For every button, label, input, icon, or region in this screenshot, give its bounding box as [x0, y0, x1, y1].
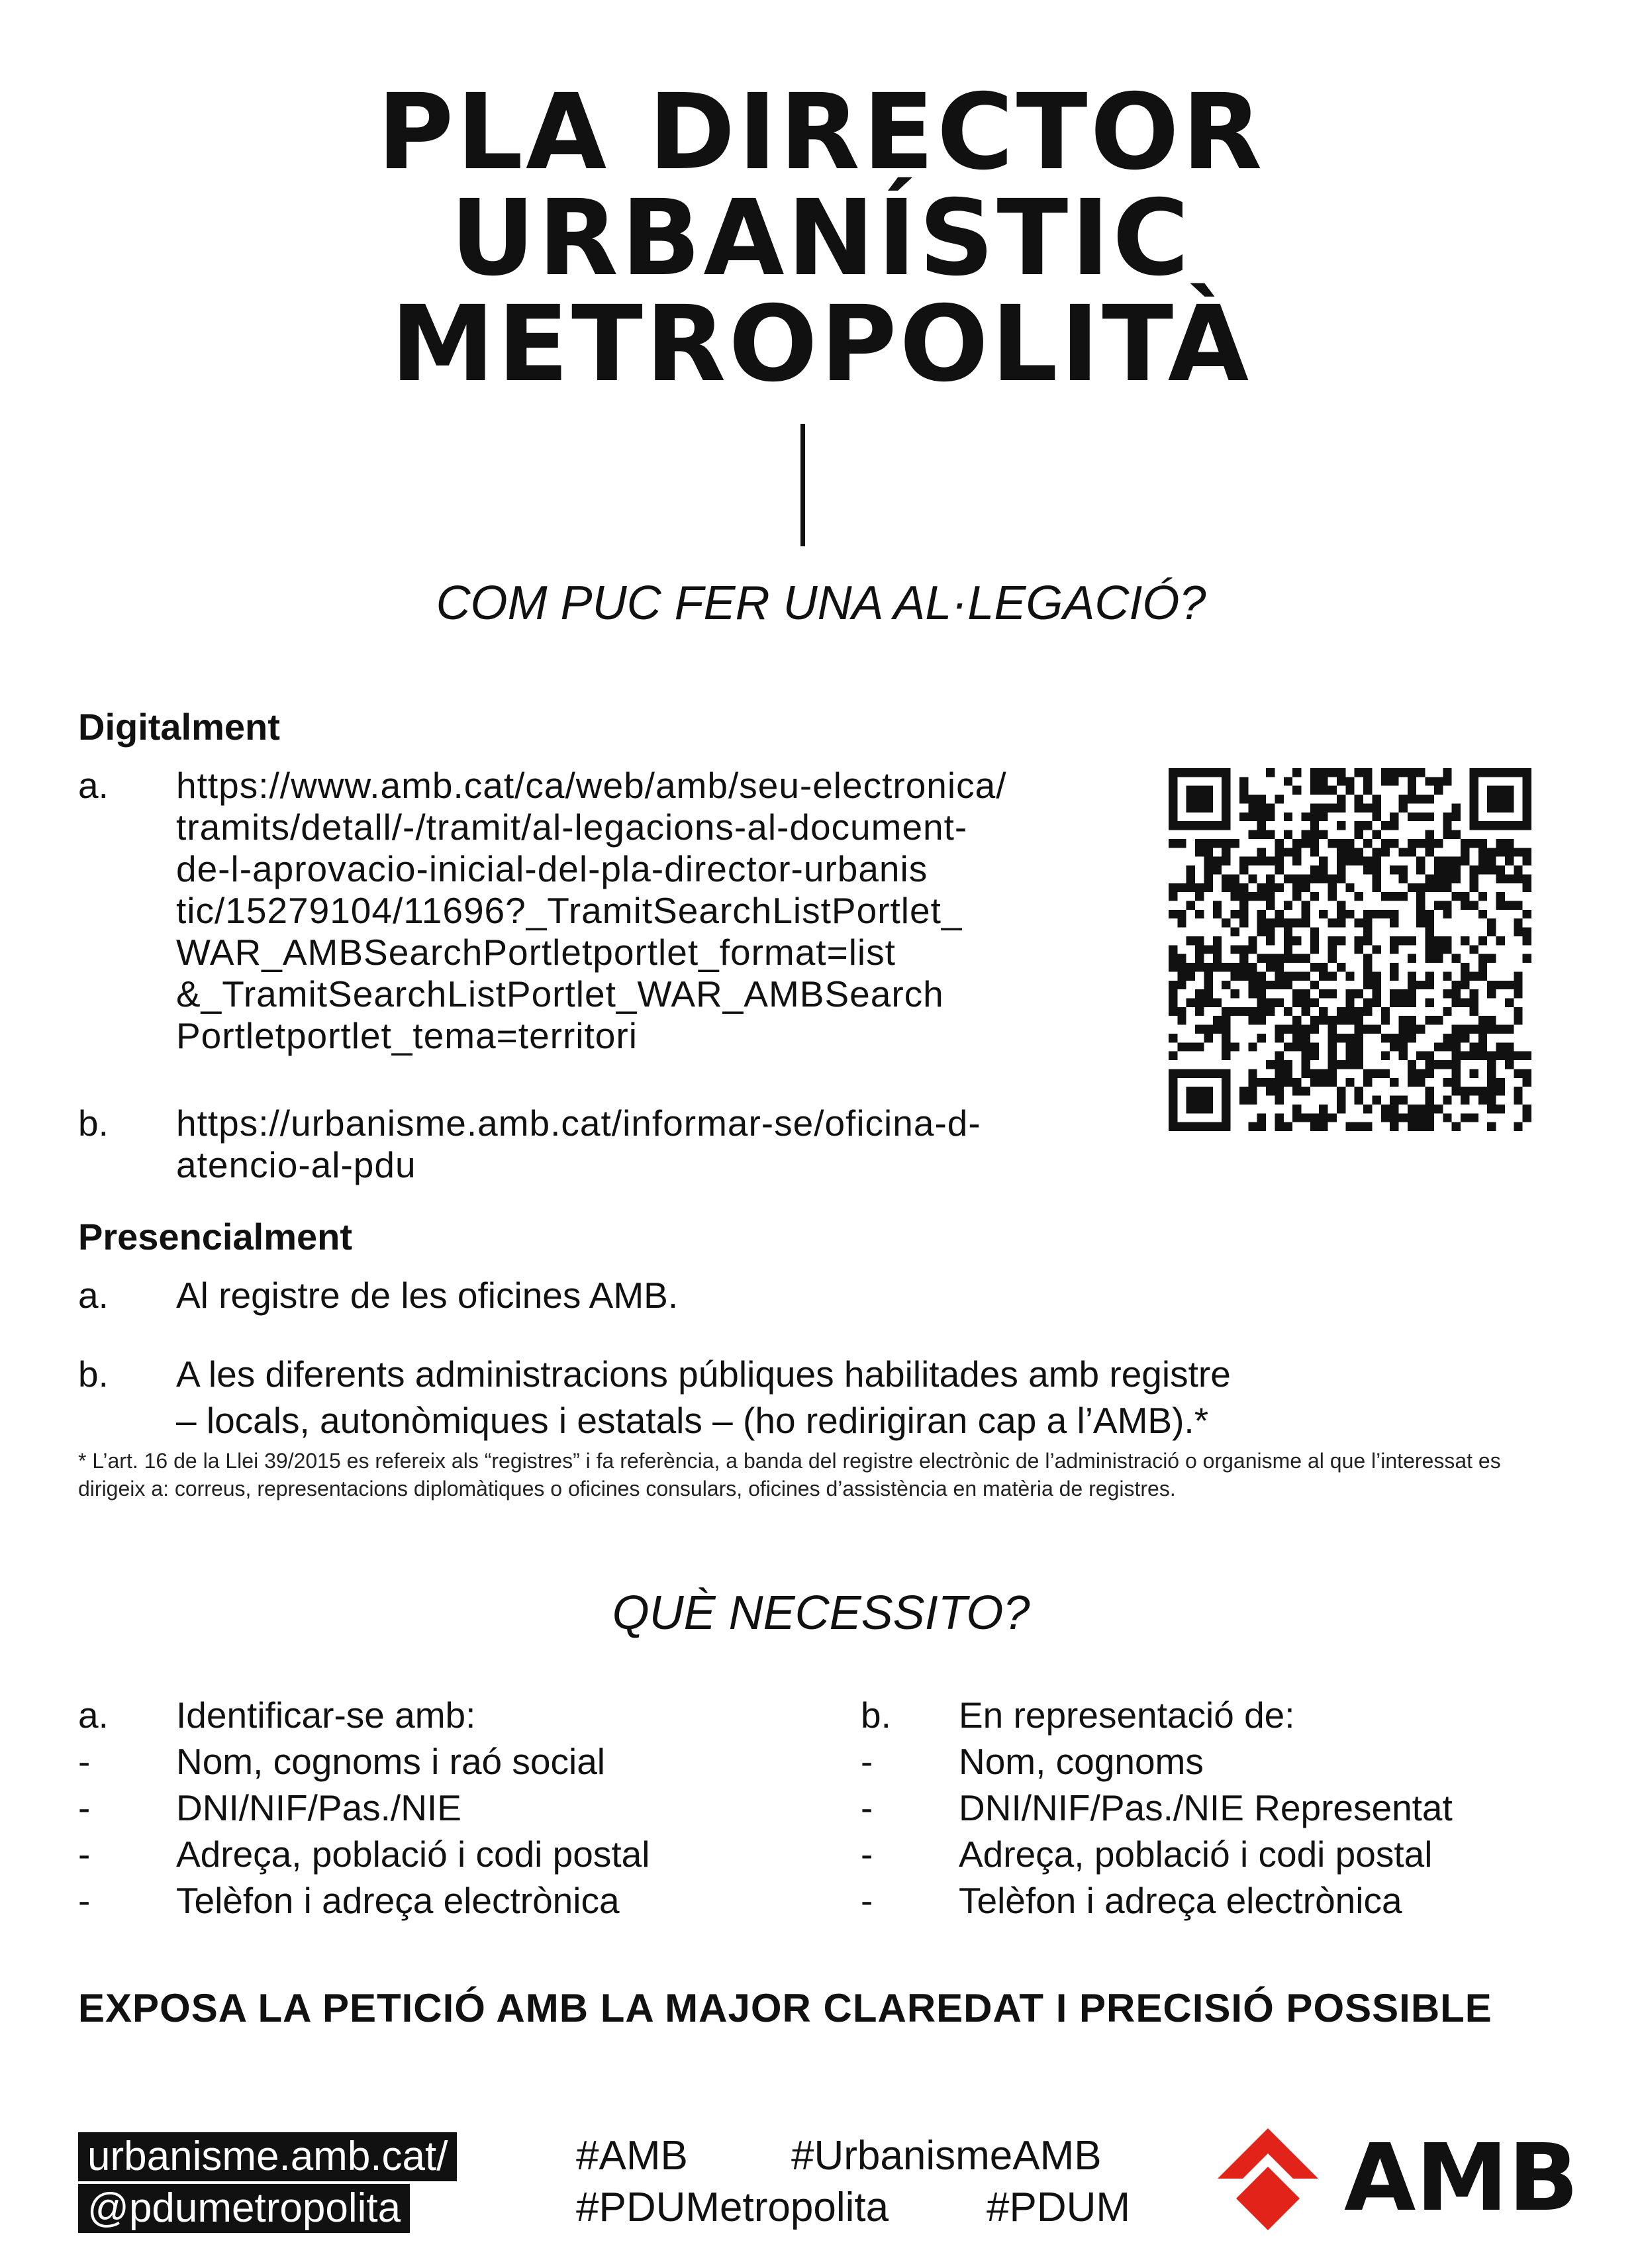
item-text [176, 1351, 1231, 1444]
exposa-statement: EXPOSA LA PETICIÓ AMB LA MAJOR CLAREDAT I PRECISIÓ POSSIBLE [78, 1986, 1492, 2030]
poster-title [0, 72, 1642, 405]
question-what-need: QUÈ NECESSITO? [612, 1587, 1030, 1640]
amb-logo-mark-icon [1215, 2126, 1321, 2232]
title-line-3: METROPOLITÀ [390, 283, 1252, 405]
dash: - [861, 1741, 873, 1782]
digital-url-a[interactable] [176, 765, 1006, 1057]
url-line: Portletportlet_tema=territori [176, 1015, 638, 1056]
amb-logo [1215, 2124, 1579, 2232]
presencial-item-b [78, 1351, 1568, 1444]
item-label: b. [78, 1354, 109, 1395]
dash: - [861, 1834, 873, 1875]
dash: - [78, 1787, 91, 1828]
dash: - [78, 1880, 91, 1921]
title-line-1: PLA DIRECTOR [377, 72, 1265, 193]
dash: - [78, 1741, 91, 1782]
title-line-2: URBANÍSTIC [450, 177, 1192, 299]
footnote: * L’art. 16 de la Llei 39/2015 es refereix als “registres” i fa referència, a banda del registre electrònic de l’administració o organisme al que l’interessat es dirigeix a: correus, representacions diplomàtiques o oficines consulars, oficines d’assistència en matèria de registres. [78, 1449, 1501, 1501]
dash: - [861, 1787, 873, 1828]
hashtag-pdum[interactable]: #PDUM [987, 2185, 1131, 2230]
item-label: a. [78, 1695, 109, 1736]
hashtag-urbanisme[interactable]: #UrbanismeAMB [791, 2133, 1102, 2179]
digital-heading: Digitalment [78, 706, 280, 748]
needs-title: En representació de: [959, 1695, 1295, 1736]
digital-url-b[interactable] [176, 1103, 981, 1186]
hashtag-pdumetropolita[interactable]: #PDUMetropolita [576, 2185, 889, 2230]
item-text: Al registre de les oficines AMB. [176, 1275, 679, 1316]
item-text-line: – locals, autonòmiques i estatals – (ho redirigiran cap a l’AMB).* [176, 1400, 1209, 1441]
amb-logo-text: AMB [1344, 2124, 1579, 2232]
needs-column-a [78, 1692, 840, 1924]
list-item: Nom, cognoms [959, 1741, 1204, 1782]
url-line: de-l-aprovacio-inicial-del-pla-director-urbanis [176, 848, 928, 889]
item-label: a. [78, 765, 109, 806]
social-handle[interactable]: @pdumetropolita [78, 2184, 410, 2233]
url-line: https://urbanisme.amb.cat/informar-se/oficina-d- [176, 1103, 981, 1144]
list-item: Telèfon i adreça electrònica [176, 1880, 620, 1921]
needs-title: Identificar-se amb: [176, 1695, 476, 1736]
list-item: Nom, cognoms i raó social [176, 1741, 606, 1782]
dash: - [861, 1880, 873, 1921]
presencial-heading: Presencialment [78, 1216, 352, 1257]
dash: - [78, 1834, 91, 1875]
url-line: WAR_AMBSearchPortletportlet_format=list [176, 932, 896, 973]
qr-code-icon[interactable] [1169, 768, 1531, 1131]
list-item: DNI/NIF/Pas./NIE [176, 1787, 461, 1828]
url-line: atencio-al-pdu [176, 1144, 416, 1185]
url-line: tic/15279104/11696?_TramitSearchListPortlet_ [176, 890, 963, 931]
list-item: Telèfon i adreça electrònica [959, 1880, 1402, 1921]
hashtag-amb[interactable]: #AMB [576, 2133, 688, 2179]
item-text-line: A les diferents administracions públiques habilitades amb registre [176, 1354, 1231, 1395]
list-item: Adreça, població i codi postal [959, 1834, 1433, 1875]
list-item: DNI/NIF/Pas./NIE Representat [959, 1787, 1453, 1828]
item-label: b. [861, 1695, 891, 1736]
item-label: b. [78, 1103, 109, 1144]
url-line: &_TramitSearchListPortlet_WAR_AMBSearch [176, 973, 944, 1014]
website-link[interactable]: urbanisme.amb.cat/ [78, 2132, 457, 2181]
vertical-divider [800, 424, 805, 546]
presencial-item-a [78, 1275, 1568, 1321]
url-line: https://www.amb.cat/ca/web/amb/seu-electronica/ [176, 765, 1007, 806]
url-line: tramits/detall/-/tramit/al-legacions-al-document- [176, 807, 968, 848]
question-how-to: COM PUC FER UNA AL·LEGACIÓ? [436, 577, 1206, 630]
needs-column-b [861, 1692, 1589, 1924]
item-label: a. [78, 1275, 109, 1316]
list-item: Adreça, població i codi postal [176, 1834, 650, 1875]
digital-item-b [78, 1103, 1151, 1189]
digital-item-a [78, 765, 1151, 1063]
